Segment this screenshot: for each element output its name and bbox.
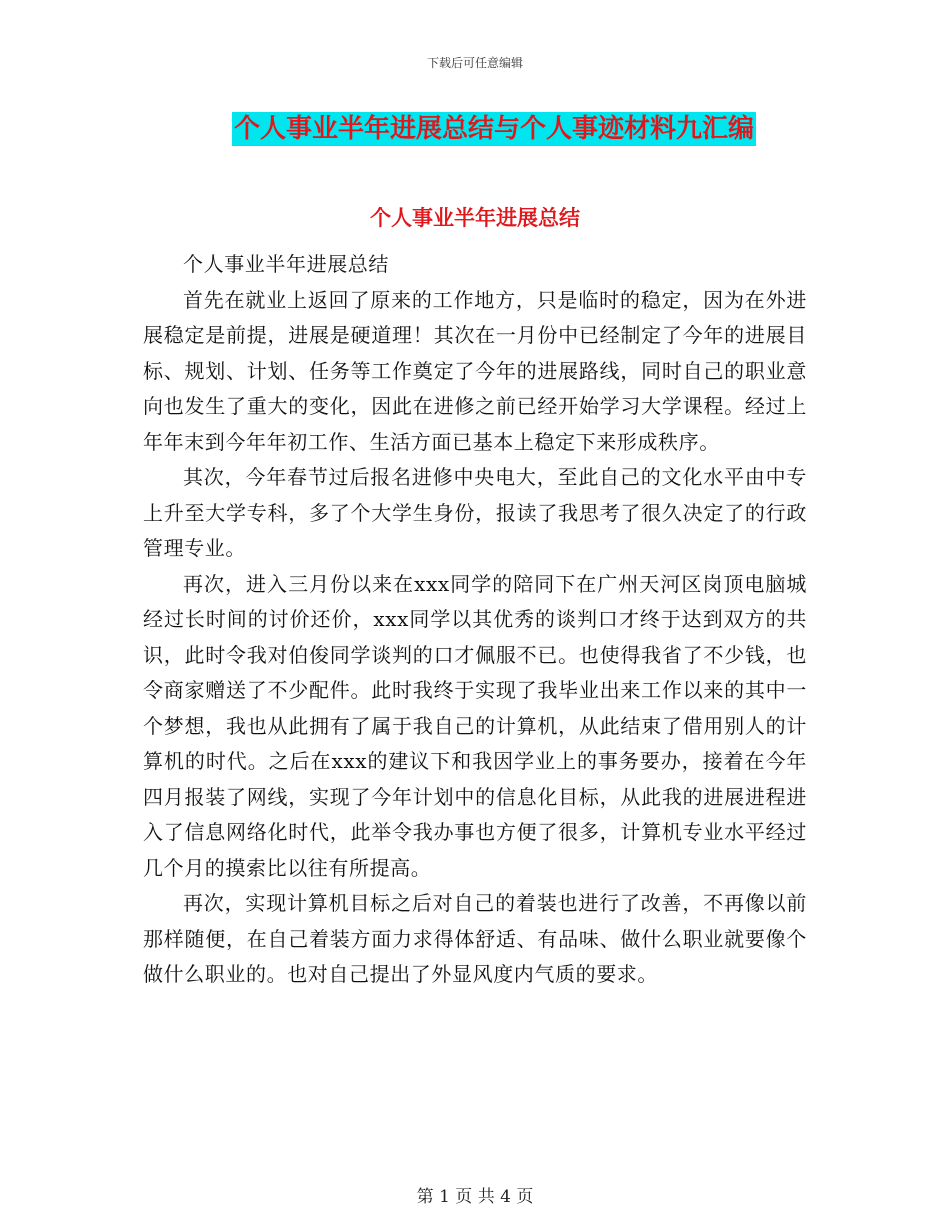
paragraph: 首先在就业上返回了原来的工作地方，只是临时的稳定，因为在外进展稳定是前提，进展是硬道理！其次在一月份中已经制定了今年的进展目标、规划、计划、任务等工作奠定了今年的进展路线，同时自己的职业意向也发生了重大的变化，因此在进修之前已经开始学习大学课程。经过上年年末到今年年初工作、生活方面已基本上稳定下来形成秩序。 (143, 287, 807, 454)
paragraph: 其次，今年春节过后报名进修中央电大，至此自己的文化水平由中专上升至大学专科，多了个大学生身份，报读了我思考了很久决定了的行政管理专业。 (143, 465, 807, 560)
page-number: 第 1 页 共 4 页 (416, 1187, 534, 1207)
document-title: 个人事业半年进展总结与个人事迹材料九汇编 (234, 114, 755, 144)
paragraph: 个人事业半年进展总结 (183, 252, 389, 276)
download-note: 下载后可任意编辑 (426, 56, 523, 70)
paragraph: 再次，进入三月份以来在xxx同学的陪同下在广州天河区岗顶电脑城经过长时间的讨价还价，xxx同学以其优秀的谈判口才终于达到双方的共识，此时令我对伯俊同学谈判的口才佩服不已。也使得我省了不少钱，也令商家赠送了不少配件。此时我终于实现了我毕业出来工作以来的其中一个梦想，我也从此拥有了属于我自己的计算机，从此结束了借用别人的计算机的时代。之后在xxx的建议下和我因学业上的事务要办，接着在今年四月报装了网线，实现了今年计划中的信息化目标，从此我的进展进程进入了信息网络化时代，此举令我办事也方便了很多，计算机专业水平经过几个月的摸索比以往有所提高。 (143, 571, 807, 880)
section-title: 个人事业半年进展总结 (370, 205, 580, 230)
document-body (143, 247, 807, 993)
paragraph: 再次，实现计算机目标之后对自己的着装也进行了改善，不再像以前那样随便，在自己着装方面力求得体舒适、有品味、做什么职业就要像个做什么职业的。也对自己提出了外显风度内气质的要求。 (143, 891, 807, 986)
